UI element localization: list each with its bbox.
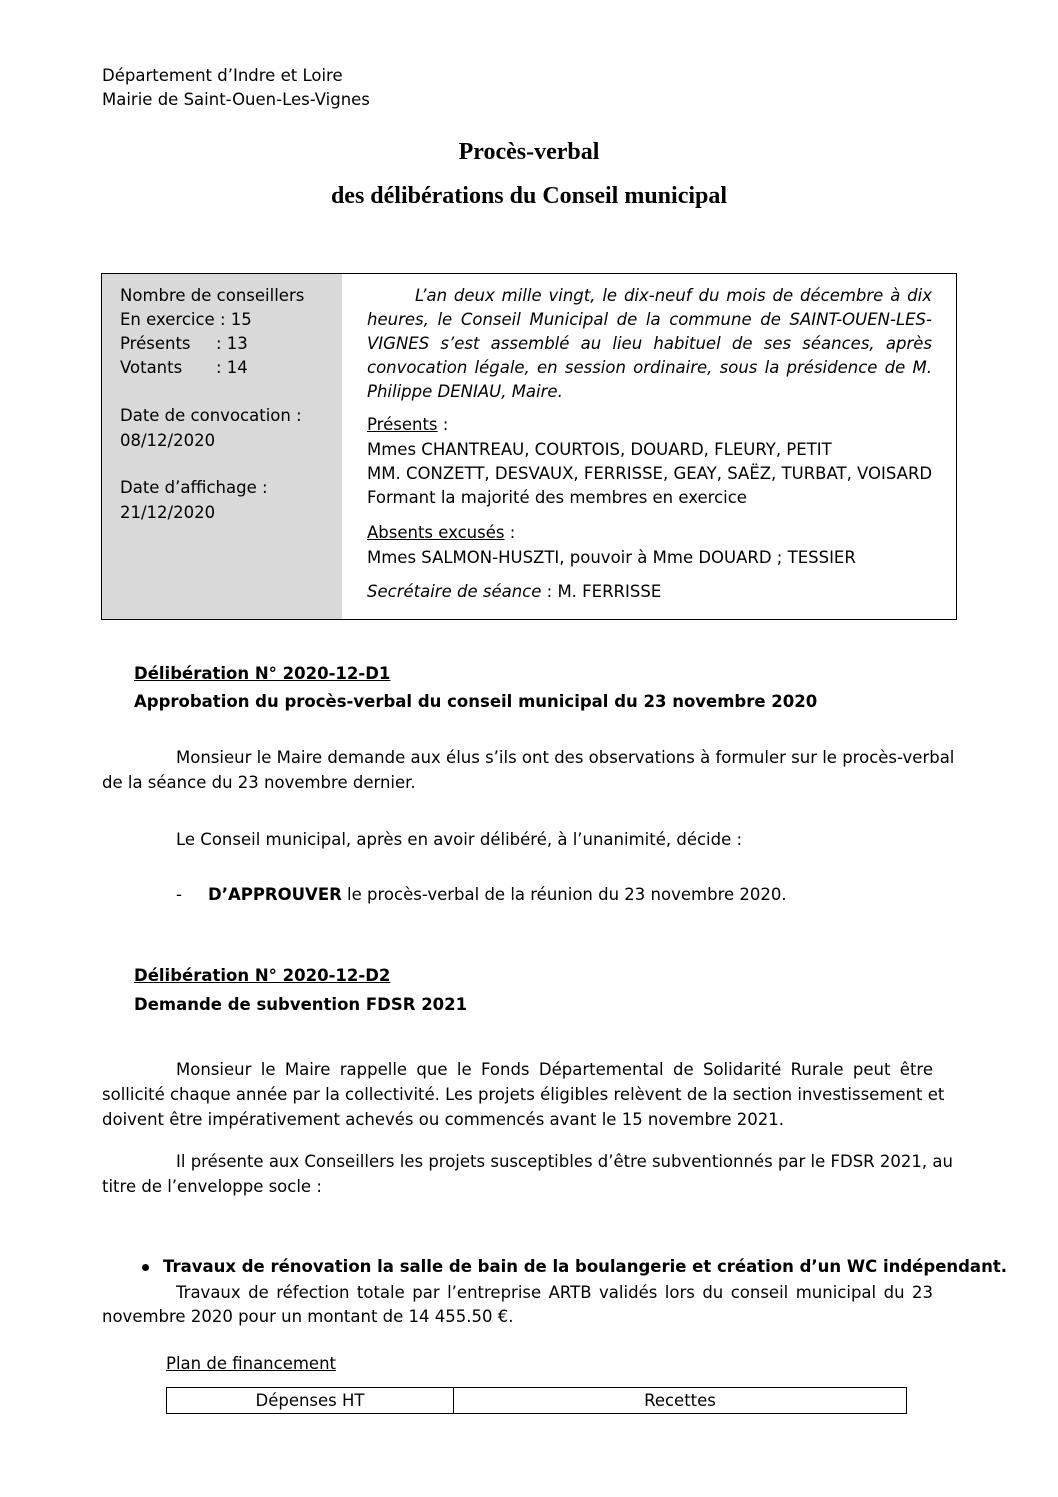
- deliberation-2-para1-line: Monsieur le Maire rappelle que le Fonds Départemental de Solidarité Rurale peut être: [176, 1060, 933, 1079]
- deliberation-1-para1-line1: Monsieur le Maire demande aux élus s’ils ont des observations à formuler sur le procès-verbal: [176, 748, 955, 767]
- intro-line: Philippe DENIAU, Maire.: [367, 382, 563, 401]
- secretaire-label: Secrétaire de séance: [367, 582, 542, 601]
- presents-mm: MM. CONZETT, DESVAUX, FERRISSE, GEAY, SAËZ, TURBAT, VOISARD: [367, 464, 933, 483]
- en-exercice-label: En exercice: [120, 310, 215, 329]
- intro-line: VIGNES s’est assemblé au lieu habituel de ses séances, après: [367, 334, 932, 353]
- deliberation-2-para2-line: Il présente aux Conseillers les projets susceptibles d’être subventionnés par le FDSR 2021, au: [176, 1152, 953, 1171]
- session-details-panel: [342, 274, 956, 619]
- en-exercice-value: : 15: [219, 310, 252, 329]
- presents-count-value: : 13: [216, 334, 248, 353]
- en-exercice-row: [120, 310, 252, 329]
- convocation-label: Date de convocation :: [120, 406, 302, 425]
- absents-colon: :: [504, 523, 516, 542]
- document-subtitle: des délibérations du Conseil municipal: [330, 183, 728, 209]
- presents-heading: Présents: [367, 415, 438, 434]
- financing-table: [166, 1387, 907, 1414]
- deliberation-2-number: Délibération N° 2020-12-D2: [134, 966, 391, 985]
- secretaire-row: [367, 582, 932, 601]
- project-bullet-line: Travaux de réfection totale par l’entreprise ARTB validés lors du conseil municipal du 23: [176, 1283, 933, 1302]
- decision-bold: D’APPROUVER: [208, 885, 342, 904]
- intro-line: heures, le Conseil Municipal de la commune de SAINT-OUEN-LES-: [367, 310, 932, 329]
- project-bullet-line: novembre 2020 pour un montant de 14 455.50 €.: [102, 1307, 514, 1326]
- intro-line: convocation légale, en session ordinaire, sous la présidence de M.: [367, 358, 932, 377]
- deliberation-2-title: Demande de subvention FDSR 2021: [134, 995, 468, 1014]
- session-info-box: [101, 273, 957, 620]
- votants-label: Votants: [120, 358, 183, 377]
- presents-mmes: Mmes CHANTREAU, COURTOIS, DOUARD, FLEURY, PETIT: [367, 440, 832, 459]
- deliberation-2-para1-line: sollicité chaque année par la collectivité. Les projets éligibles relèvent de la section investissement et: [102, 1085, 945, 1104]
- decision-dash: -: [176, 885, 182, 904]
- table-header-depenses: Dépenses HT: [167, 1388, 454, 1413]
- deliberation-1-para2: Le Conseil municipal, après en avoir délibéré, à l’unanimité, décide :: [176, 830, 743, 849]
- project-bullet-title: Travaux de rénovation la salle de bain de la boulangerie et création d’un WC indépendant.: [163, 1257, 1007, 1276]
- council-stats-panel: [102, 274, 342, 619]
- votants-value: : 14: [216, 358, 248, 377]
- secretaire-value: : M. FERRISSE: [541, 582, 662, 601]
- deliberation-2-para1-line: doivent être impérativement achevés ou commencés avant le 15 novembre 2021.: [102, 1110, 785, 1129]
- presents-majority: Formant la majorité des membres en exercice: [367, 488, 747, 507]
- plan-financement-heading: Plan de financement: [166, 1354, 337, 1373]
- presents-heading-row: [367, 415, 932, 434]
- bullet-icon: [142, 1264, 149, 1271]
- deliberation-1-number: Délibération N° 2020-12-D1: [134, 664, 391, 683]
- deliberation-1-para1-line2: de la séance du 23 novembre dernier.: [102, 773, 416, 792]
- nombre-conseillers-label: Nombre de conseillers: [120, 286, 305, 305]
- document-title: Procès-verbal: [458, 139, 600, 165]
- absents-list: Mmes SALMON-HUSZTI, pouvoir à Mme DOUARD ; TESSIER: [367, 548, 856, 567]
- affichage-date: 21/12/2020: [120, 503, 216, 522]
- deliberation-2-para2-line: titre de l’enveloppe socle :: [102, 1177, 322, 1196]
- votants-row: [120, 358, 248, 377]
- decision-rest: le procès-verbal de la réunion du 23 novembre 2020.: [341, 885, 787, 904]
- affichage-label: Date d’affichage :: [120, 478, 268, 497]
- absents-heading-row: [367, 523, 932, 542]
- absents-heading: Absents excusés: [367, 523, 505, 542]
- mairie-name: Mairie de Saint-Ouen-Les-Vignes: [102, 90, 370, 109]
- department-name: Département d’Indre et Loire: [102, 66, 343, 85]
- decision-line: [208, 885, 787, 904]
- convocation-date: 08/12/2020: [120, 431, 216, 450]
- table-header-recettes: Recettes: [644, 1391, 716, 1410]
- presents-count-label: Présents: [120, 334, 191, 353]
- deliberation-1-title: Approbation du procès-verbal du conseil municipal du 23 novembre 2020: [134, 692, 818, 711]
- presents-colon: :: [437, 415, 449, 434]
- presents-row: [120, 334, 248, 353]
- intro-line: L’an deux mille vingt, le dix-neuf du mois de décembre à dix: [415, 286, 932, 305]
